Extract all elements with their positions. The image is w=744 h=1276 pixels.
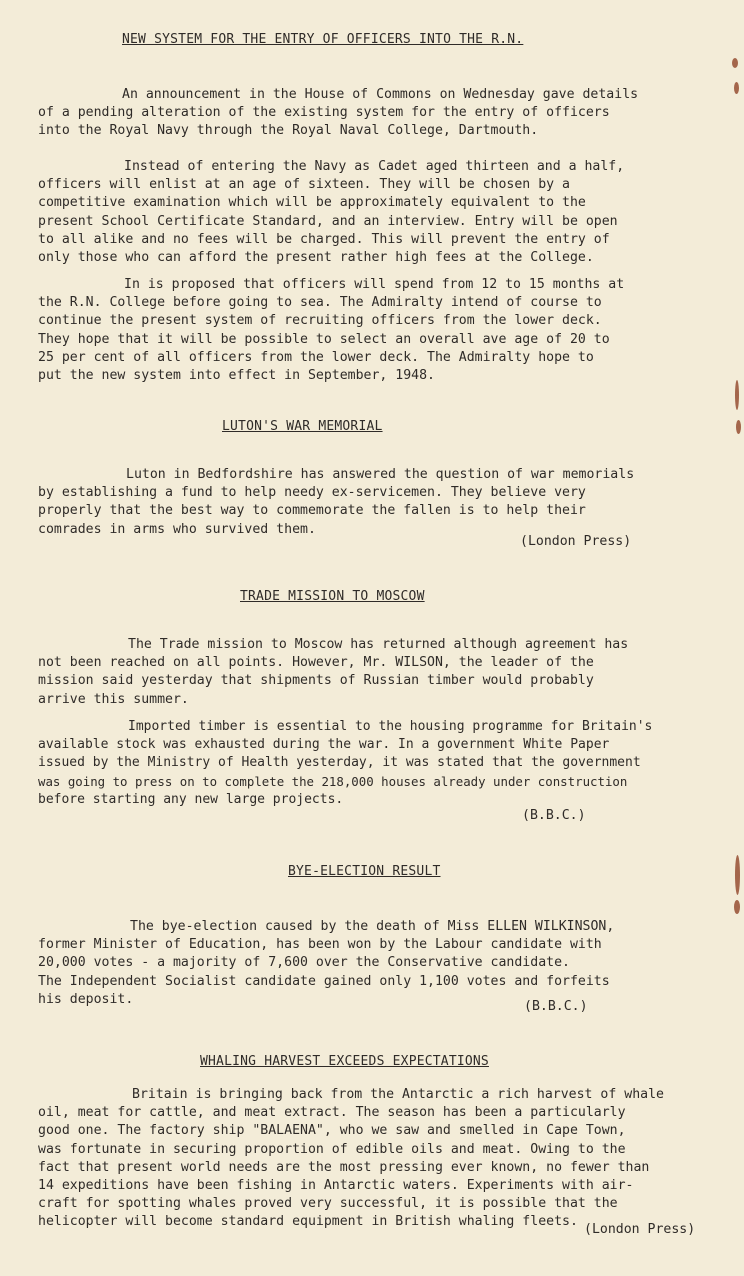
text-line: present School Certificate Standard, and an interview. Entry will be open xyxy=(38,213,618,229)
paragraph-navy-3 xyxy=(38,276,728,385)
text-line: was going to press on to complete the 218,000 houses already under construction xyxy=(38,773,628,789)
text-line: to all alike and no fees will be charged. This will prevent the entry of xyxy=(38,231,610,247)
text-line: oil, meat for cattle, and meat extract. The season has been a particularly xyxy=(38,1105,626,1121)
text-line: competitive examination which will be approximately equivalent to the xyxy=(38,195,586,211)
rust-stain xyxy=(734,900,740,914)
text-line: properly that the best way to commemorate the fallen is to help their xyxy=(38,503,586,519)
source-attribution: (London Press) xyxy=(584,1222,696,1237)
text-line: good one. The factory ship "BALAENA", who we saw and smelled in Cape Town, xyxy=(38,1123,626,1139)
text-line: continue the present system of recruiting officers from the lower deck. xyxy=(38,313,602,329)
text-line: of a pending alteration of the existing system for the entry of officers xyxy=(38,105,610,121)
text-line: put the new system into effect in September, 1948. xyxy=(38,368,435,384)
heading-trade-mission: TRADE MISSION TO MOSCOW xyxy=(240,589,425,604)
source-attribution: (B.B.C.) xyxy=(522,808,586,823)
paragraph-luton xyxy=(38,466,728,539)
text-line: only those who can afford the present rather high fees at the College. xyxy=(38,250,594,266)
text-line: his deposit. xyxy=(38,991,134,1007)
heading-whaling-harvest: WHALING HARVEST EXCEEDS EXPECTATIONS xyxy=(200,1054,489,1069)
text-line: Luton in Bedfordshire has answered the question of war memorials xyxy=(126,467,635,482)
text-line: mission said yesterday that shipments of Russian timber would probably xyxy=(38,673,594,689)
text-line: 25 per cent of all officers from the lower deck. The Admiralty hope to xyxy=(38,349,594,365)
text-line: Instead of entering the Navy as Cadet aged thirteen and a half, xyxy=(124,159,625,174)
paragraph-trade-1 xyxy=(38,636,728,709)
text-line: The bye-election caused by the death of Miss ELLEN WILKINSON, xyxy=(130,919,615,934)
heading-luton-memorial: LUTON'S WAR MEMORIAL xyxy=(222,419,383,434)
text-line: available stock was exhausted during the war. In a government White Paper xyxy=(38,737,610,753)
rust-stain xyxy=(734,82,739,94)
text-line: In is proposed that officers will spend from 12 to 15 months at xyxy=(124,277,625,292)
text-line: comrades in arms who survived them. xyxy=(38,521,316,537)
heading-bye-election: BYE-ELECTION RESULT xyxy=(288,864,441,879)
text-line: former Minister of Education, has been won by the Labour candidate with xyxy=(38,937,602,953)
text-line: An announcement in the House of Commons on Wednesday gave details xyxy=(122,87,639,102)
rust-stain xyxy=(732,58,738,68)
text-line: arrive this summer. xyxy=(38,691,189,707)
paragraph-navy-2 xyxy=(38,158,728,267)
text-line: officers will enlist at an age of sixteen. They will be chosen by a xyxy=(38,177,570,193)
text-line: craft for spotting whales proved very successful, it is possible that the xyxy=(38,1196,618,1212)
text-line: Britain is bringing back from the Antarctic a rich harvest of whale xyxy=(132,1087,664,1102)
text-line: not been reached on all points. However, Mr. WILSON, the leader of the xyxy=(38,655,594,671)
text-line: Imported timber is essential to the housing programme for Britain's xyxy=(128,719,653,734)
rust-stain xyxy=(735,855,740,895)
rust-stain xyxy=(736,420,741,434)
paragraph-whaling xyxy=(38,1086,728,1232)
text-line: issued by the Ministry of Health yesterday, it was stated that the government xyxy=(38,755,641,771)
source-attribution: (London Press) xyxy=(520,534,632,549)
text-line: by establishing a fund to help needy ex-servicemen. They believe very xyxy=(38,485,586,501)
text-line: was fortunate in securing proportion of edible oils and meat. Owing to the xyxy=(38,1141,626,1157)
text-line: 14 expeditions have been fishing in Antarctic waters. Experiments with air- xyxy=(38,1178,634,1194)
text-line: The Trade mission to Moscow has returned although agreement has xyxy=(128,637,629,652)
text-line: 20,000 votes - a majority of 7,600 over the Conservative candidate. xyxy=(38,955,570,971)
text-line: fact that present world needs are the most pressing ever known, no fewer than xyxy=(38,1159,650,1175)
text-line: before starting any new large projects. xyxy=(38,791,344,807)
rust-stain xyxy=(735,380,739,410)
paragraph-navy-1 xyxy=(38,86,728,141)
heading-navy-entry: NEW SYSTEM FOR THE ENTRY OF OFFICERS INTO THE R.N. xyxy=(122,32,524,47)
text-line: into the Royal Navy through the Royal Naval College, Dartmouth. xyxy=(38,123,539,139)
text-line: helicopter will become standard equipment in British whaling fleets. xyxy=(38,1214,578,1230)
source-attribution: (B.B.C.) xyxy=(524,999,588,1014)
text-line: The Independent Socialist candidate gained only 1,100 votes and forfeits xyxy=(38,973,610,989)
text-line: They hope that it will be possible to select an overall ave age of 20 to xyxy=(38,331,610,347)
paragraph-trade-2 xyxy=(38,718,728,809)
text-line: the R.N. College before going to sea. The Admiralty intend of course to xyxy=(38,295,602,311)
paragraph-bye-election xyxy=(38,918,728,1009)
